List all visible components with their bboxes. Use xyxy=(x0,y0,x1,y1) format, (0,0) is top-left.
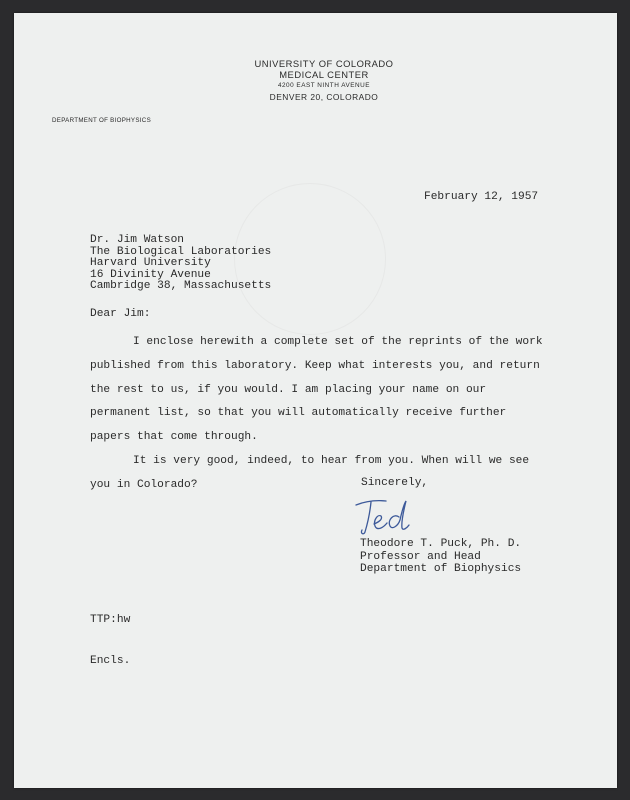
signer-block xyxy=(360,538,521,576)
letter-page xyxy=(14,13,617,788)
department-label: DEPARTMENT OF BIOPHYSICS xyxy=(52,117,151,124)
letterhead-street: 4200 EAST NINTH AVENUE xyxy=(277,82,371,89)
salutation: Dear Jim: xyxy=(90,308,151,320)
recipient-address xyxy=(90,235,271,293)
paragraph: I enclose herewith a complete set of the reprints of the work published from this laboratory. Keep what interests you, and return the rest to us, if you would. I am placing your name on our permanent list, so that you will automatically receive further papers that come through. xyxy=(90,336,543,444)
reference-initials: TTP:hw xyxy=(90,614,131,626)
paragraph: It is very good, indeed, to hear from you. When will we see you in Colorado? xyxy=(90,454,530,491)
letterhead-medical-center: MEDICAL CENTER xyxy=(279,69,369,80)
address-line: Dr. Jim Watson xyxy=(90,234,184,246)
signer-department: Department of Biophysics xyxy=(360,563,522,575)
letter-date: February 12, 1957 xyxy=(424,191,539,203)
enclosure-note: Encls. xyxy=(90,655,131,667)
address-line: The Biological Laboratories xyxy=(90,245,272,258)
closing: Sincerely, xyxy=(361,477,429,489)
letterhead-city: DENVER 20, COLORADO xyxy=(269,92,379,102)
handwritten-signature xyxy=(352,495,432,544)
address-line: Cambridge 38, Massachusetts xyxy=(90,280,272,293)
address-line: Harvard University xyxy=(90,257,211,270)
signer-title: Professor and Head xyxy=(360,550,481,563)
address-line: 16 Divinity Avenue xyxy=(90,268,211,281)
letter-body xyxy=(90,331,550,498)
signer-name: Theodore T. Puck, Ph. D. xyxy=(360,538,522,550)
letterhead-university: UNIVERSITY OF COLORADO xyxy=(254,58,394,69)
